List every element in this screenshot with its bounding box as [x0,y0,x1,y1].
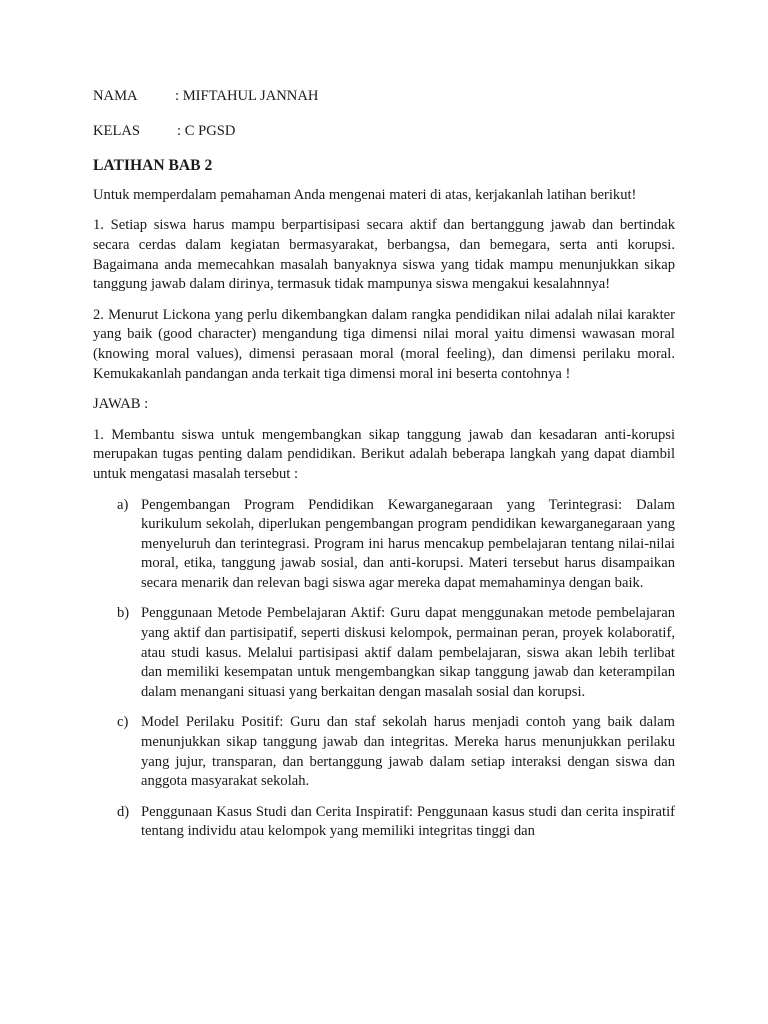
list-item-text: Pengembangan Program Pendidikan Kewarganegaraan yang Terintegrasi: Dalam kurikulum sekolah, diperlukan pengembangan program pendidikan kewarganegaraan yang menyeluruh dan terintegrasi. Program ini harus mencakup pembelajaran tentang nilai-nilai moral, etika, tanggung jawab sosial, dan anti-korupsi. Materi tersebut harus disampaikan secara menarik dan relevan bagi siswa agar mereka dapat memahaminya dengan baik. [141,496,675,591]
class-row [93,122,675,142]
class-label: KELAS [93,122,141,139]
exercise-title: LATIHAN BAB 2 [93,157,213,175]
answer-list [93,496,675,843]
class-value: : C PGSD [177,122,236,139]
question-2: 2. Menurut Lickona yang perlu dikembangkan dalam rangka pendidikan nilai adalah nilai karakter yang baik (good character) mengandung tiga dimensi nilai moral yaitu dimensi wawasan moral (knowing moral values), dimensi perasaan moral (moral feeling), dan dimensi perilaku moral. Kemukakanlah pandangan anda terkait tiga dimensi moral ini beserta contohnya ! [93,306,675,382]
list-marker: d) [117,803,130,820]
list-marker: b) [117,605,130,622]
list-item-text: Penggunaan Kasus Studi dan Cerita Inspiratif: Penggunaan kasus studi dan cerita inspiratif tentang individu atau kelompok yang memiliki integritas tinggi dan [141,803,675,840]
question-1: 1. Setiap siswa harus mampu berpartisipasi secara aktif dan bertanggung jawab dan bertindak secara cerdas dalam kegiatan bermasyarakat, berbangsa, dan bemegara, serta anti korupsi. Bagaimana anda memecahkan masalah banyaknya siswa yang tidak mampu menunjukkan sikap tanggung jawab dalam dirinya, termasuk tidak mampunya siswa mengakui kesalahnnya! [93,217,675,293]
list-item-text: Penggunaan Metode Pembelajaran Aktif: Guru dapat menggunakan metode pembelajaran yang aktif dan partisipatif, seperti diskusi kelompok, permainan peran, proyek kolaboratif, atau studi kasus. Melalui partisipasi aktif dalam pembelajaran, siswa akan lebih terlibat dan memiliki kesempatan untuk mengembangkan sikap tanggung jawab dan keterampilan dalam menangani situasi yang berkaitan dengan masalah sosial dan korupsi. [141,605,675,700]
list-item-text: Model Perilaku Positif: Guru dan staf sekolah harus menjadi contoh yang baik dalam menunjukkan sikap tanggung jawab dan integritas. Mereka harus menunjukkan perilaku yang jujur, transparan, dan bertanggung jawab dalam setiap interaksi dengan siswa dan anggota masyarakat sekolah. [141,714,675,790]
list-item [117,713,675,791]
name-label: NAMA [93,88,138,104]
answer-heading: JAWAB : [93,396,149,413]
list-item [117,496,675,594]
answer-intro: 1. Membantu siswa untuk mengembangkan sikap tanggung jawab dan kesadaran anti-korupsi merupakan tugas penting dalam pendidikan. Berikut adalah beberapa langkah yang dapat diambil untuk mengatasi masalah tersebut : [93,426,675,482]
name-value: : MIFTAHUL JANNAH [175,88,319,104]
list-marker: c) [117,714,129,731]
document-page [93,87,675,853]
list-marker: a) [117,496,129,513]
list-item [117,604,675,702]
list-item [117,803,675,842]
exercise-intro: Untuk memperdalam pemahaman Anda mengenai materi di atas, kerjakanlah latihan berikut! [93,186,637,203]
name-row [93,87,675,107]
